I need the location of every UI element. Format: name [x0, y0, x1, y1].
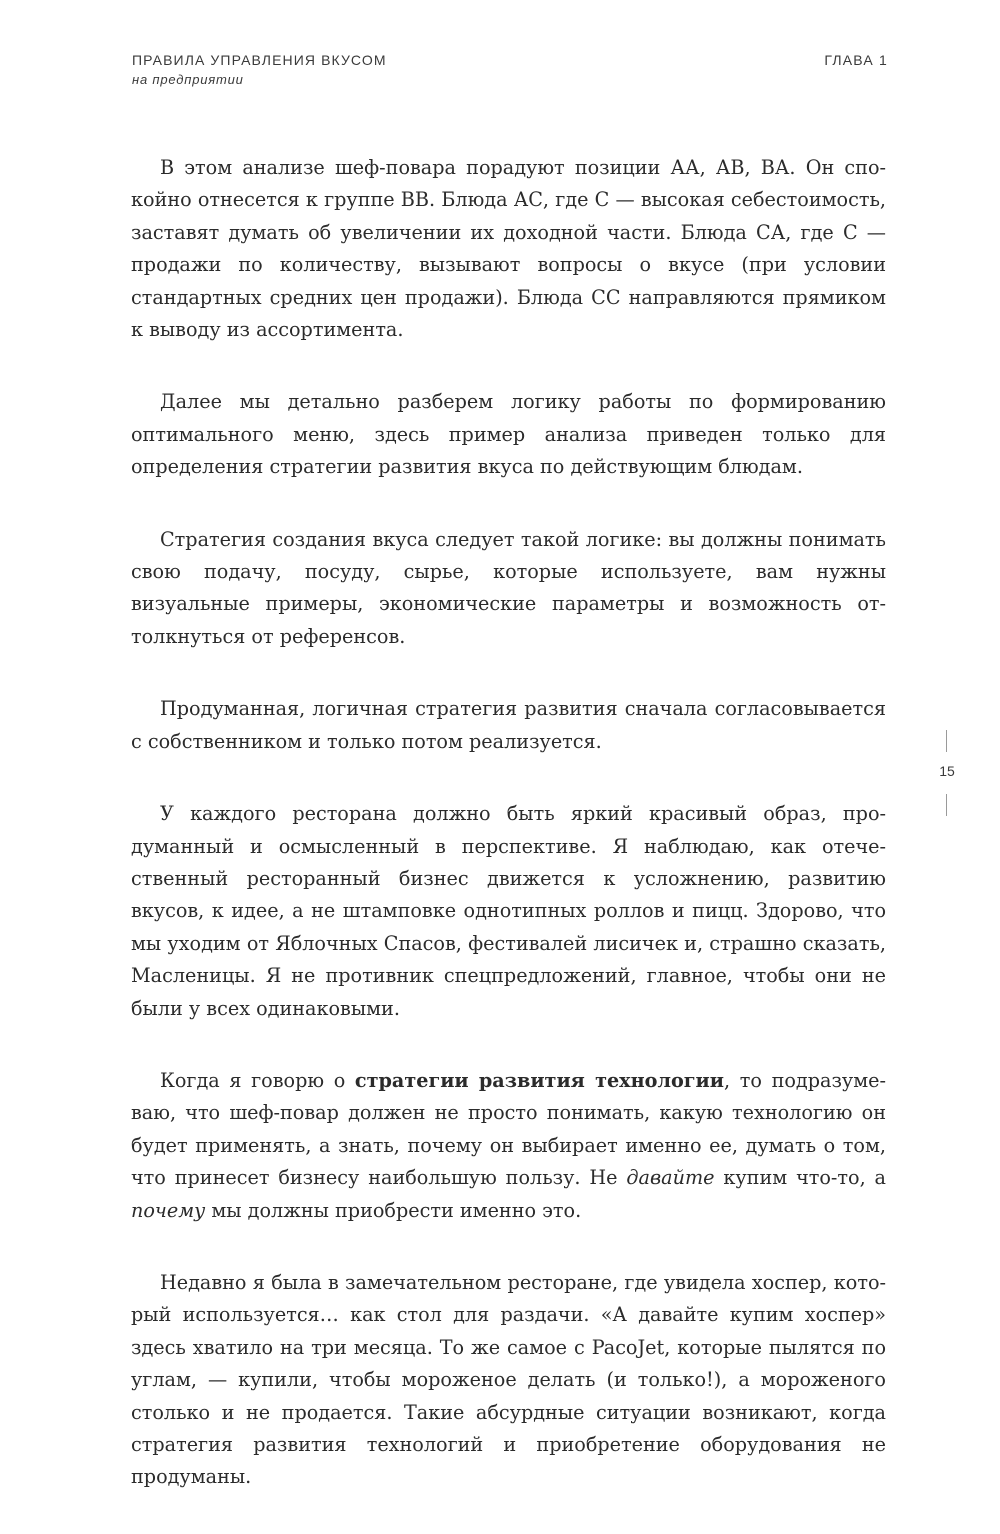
page-number-rule-top — [946, 730, 947, 752]
paragraph-2: Далее мы детально разберем логику работы по формированию оптимального меню, здесь пример анализа приведен только для определения стратегии развития вкуса по действующим блюдам. — [131, 390, 886, 479]
paragraph-6 — [131, 1065, 886, 1227]
book-subtitle: на предприятии — [132, 72, 244, 87]
paragraph-6-text-b: , то подразумеваю, что шеф-повар должен не просто понимать, какую технологию он будет применять, а знать, почему он выбирает именно ее, думать о том, что принесет бизнесу наибольшую пользу. Не — [131, 1068, 886, 1190]
chapter-label: ГЛАВА 1 — [824, 52, 888, 68]
paragraph-4: Продуманная, логичная стратегия развития сначала согласовывается с собственником и только потом реализуется. — [131, 697, 886, 753]
running-head — [132, 52, 387, 88]
body-text — [131, 152, 886, 1534]
paragraph-6-text-d: мы должны приобрести именно это. — [205, 1198, 582, 1222]
page-number: 15 — [939, 763, 955, 779]
paragraph-6-text-c: купим что-то, а — [714, 1166, 886, 1190]
paragraph-7: Недавно я была в замечательном ресторане, где увидела хоспер, который используется… как стол для раздачи. «А давайте купим хоспер» здесь хватило на три месяца. То же самое с PacoJet, которые пылятся по углам, — купили, чтобы мороженое делать (и только!), а мороженого столько и не продается. Такие абсурдные ситуации возникают, когда стратегия развития технологий и приобретение оборудования не продуманы. — [131, 1270, 886, 1489]
emphasis-davayte: давайте — [626, 1166, 715, 1190]
emphasis-pochemu: почему — [131, 1198, 206, 1222]
emphasis-strategy-technology: стратегии развития технологии — [354, 1068, 725, 1092]
paragraph-6-text-a: Когда я говорю о — [160, 1068, 355, 1092]
page-number-rule-bottom — [946, 794, 947, 816]
paragraph-3: Стратегия создания вкуса следует такой логике: вы должны понимать свою подачу, посуду, сырье, которые используете, вам нужны визуальные примеры, экономические параметры и возможность оттолкнуться от референсов. — [131, 527, 886, 648]
paragraph-1: В этом анализе шеф-повара порадуют позиции АА, АВ, ВА. Он спокойно отнесется к группе ВВ. Блюда АС, где С — высокая себестоимость, заставят думать об увеличении их доходной части. Блюда СА, где С — продажи по количеству, вызывают вопросы о вкусе (при условии стандартных средних цен продажи). Блюда СС направляются прямиком к выводу из ассортимента. — [131, 156, 886, 342]
book-title: ПРАВИЛА УПРАВЛЕНИЯ ВКУСОМ — [132, 52, 387, 68]
paragraph-5: У каждого ресторана должно быть яркий красивый образ, продуманный и осмысленный в перспективе. Я наблюдаю, как отечественный ресторанный бизнес движется к усложнению, развитию вкусов, к идее, а не штамповке однотипных роллов и пицц. Здорово, что мы уходим от Яблочных Спасов, фестивалей лисичек и, страшно сказать, Масленицы. Я не противник спецпредложений, главное, чтобы они не были у всех одинаковыми. — [131, 802, 886, 1020]
